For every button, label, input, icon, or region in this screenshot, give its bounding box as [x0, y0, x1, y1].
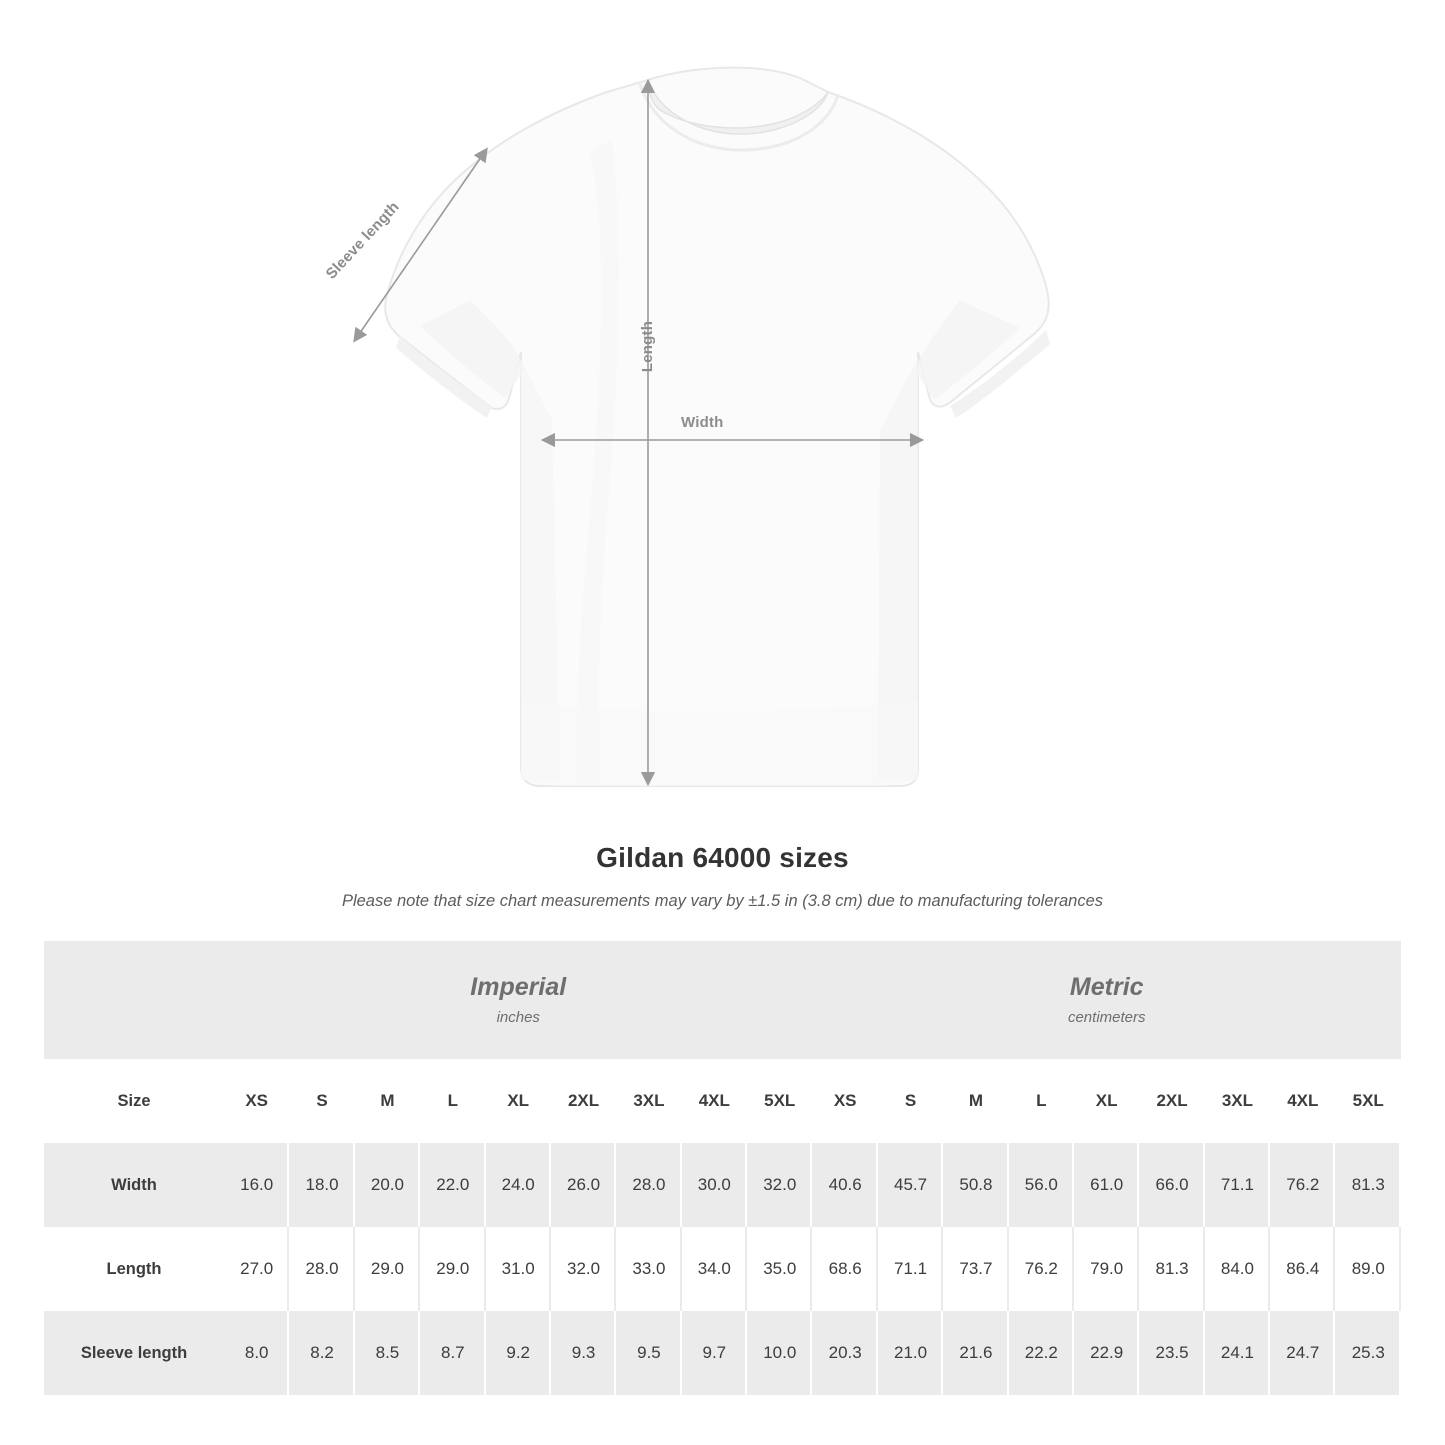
- measurement-cell: 24.7: [1270, 1311, 1335, 1395]
- measurement-cell: 21.6: [943, 1311, 1008, 1395]
- size-column-header: XS: [812, 1059, 877, 1143]
- size-row-label: Size: [44, 1059, 224, 1143]
- size-column-header: XS: [224, 1059, 289, 1143]
- size-column-header: XL: [486, 1059, 551, 1143]
- sleeve-length-label: Sleeve length: [322, 198, 403, 283]
- measurement-cell: 84.0: [1205, 1227, 1270, 1311]
- measurement-cell: 8.5: [355, 1311, 420, 1395]
- measurement-cell: 18.0: [289, 1143, 354, 1227]
- measurement-cell: 10.0: [747, 1311, 812, 1395]
- measurement-cell: 21.0: [878, 1311, 943, 1395]
- measurement-cell: 50.8: [943, 1143, 1008, 1227]
- measurement-cell: 81.3: [1335, 1143, 1401, 1227]
- size-header-row: [44, 1059, 1401, 1143]
- measurement-cell: 9.7: [682, 1311, 747, 1395]
- measurement-cell: 23.5: [1139, 1311, 1204, 1395]
- measurement-cell: 73.7: [943, 1227, 1008, 1311]
- size-column-header: 4XL: [1270, 1059, 1335, 1143]
- size-column-header: 2XL: [1139, 1059, 1204, 1143]
- measurement-cell: 28.0: [289, 1227, 354, 1311]
- unit-header-spacer: [44, 941, 224, 1059]
- size-chart-table-wrapper: [44, 941, 1401, 1395]
- measurement-cell: 20.0: [355, 1143, 420, 1227]
- measurement-row-label: Width: [44, 1143, 224, 1227]
- measurement-cell: 71.1: [1205, 1143, 1270, 1227]
- width-label: Width: [681, 414, 724, 431]
- measurement-cell: 34.0: [682, 1227, 747, 1311]
- measurement-cell: 22.9: [1074, 1311, 1139, 1395]
- measurement-cell: 27.0: [224, 1227, 289, 1311]
- measurement-cell: 26.0: [551, 1143, 616, 1227]
- measurement-cell: 29.0: [355, 1227, 420, 1311]
- unit-group-name: Imperial: [470, 973, 567, 1002]
- measurement-cell: 61.0: [1074, 1143, 1139, 1227]
- size-column-header: 3XL: [1205, 1059, 1270, 1143]
- size-column-header: 5XL: [747, 1059, 812, 1143]
- measurement-cell: 22.2: [1009, 1311, 1074, 1395]
- measurement-cell: 40.6: [812, 1143, 877, 1227]
- size-column-header: 2XL: [551, 1059, 616, 1143]
- measurement-cell: 66.0: [1139, 1143, 1204, 1227]
- table-row: [44, 1311, 1401, 1395]
- table-row: [44, 1143, 1401, 1227]
- unit-group-header-row: [44, 941, 1401, 1059]
- measurement-cell: 9.3: [551, 1311, 616, 1395]
- measurement-cell: 68.6: [812, 1227, 877, 1311]
- size-column-header: L: [420, 1059, 485, 1143]
- measurement-cell: 79.0: [1074, 1227, 1139, 1311]
- title-block: [0, 842, 1445, 911]
- measurement-cell: 30.0: [682, 1143, 747, 1227]
- tolerance-note: Please note that size chart measurements may vary by ±1.5 in (3.8 cm) due to manufacturing tolerances: [341, 892, 1104, 910]
- measurement-cell: 24.0: [486, 1143, 551, 1227]
- measurement-cell: 8.7: [420, 1311, 485, 1395]
- measurement-cell: 45.7: [878, 1143, 943, 1227]
- length-label: Length: [639, 320, 657, 373]
- size-column-header: M: [943, 1059, 1008, 1143]
- measurement-cell: 76.2: [1009, 1227, 1074, 1311]
- measurement-row-label: Sleeve length: [44, 1311, 224, 1395]
- measurement-cell: 32.0: [747, 1143, 812, 1227]
- measurement-cell: 25.3: [1335, 1311, 1401, 1395]
- measurement-cell: 29.0: [420, 1227, 485, 1311]
- unit-group-header-imperial: [224, 941, 812, 1059]
- measurement-cell: 22.0: [420, 1143, 485, 1227]
- measurement-cell: 81.3: [1139, 1227, 1204, 1311]
- table-row: [44, 1227, 1401, 1311]
- measurement-cell: 31.0: [486, 1227, 551, 1311]
- page-title: Gildan 64000 sizes: [596, 842, 849, 873]
- measurement-cell: 76.2: [1270, 1143, 1335, 1227]
- measurement-cell: 24.1: [1205, 1311, 1270, 1395]
- measurement-cell: 20.3: [812, 1311, 877, 1395]
- unit-group-subtitle: inches: [496, 1008, 540, 1026]
- measurement-cell: 8.2: [289, 1311, 354, 1395]
- size-column-header: S: [878, 1059, 943, 1143]
- measurement-cell: 9.5: [616, 1311, 681, 1395]
- size-column-header: 3XL: [616, 1059, 681, 1143]
- measurement-cell: 32.0: [551, 1227, 616, 1311]
- measurement-row-label: Length: [44, 1227, 224, 1311]
- unit-group-name: Metric: [1069, 973, 1144, 1002]
- measurement-cell: 86.4: [1270, 1227, 1335, 1311]
- measurement-cell: 71.1: [878, 1227, 943, 1311]
- measurement-cell: 33.0: [616, 1227, 681, 1311]
- size-column-header: XL: [1074, 1059, 1139, 1143]
- measurement-cell: 35.0: [747, 1227, 812, 1311]
- measurement-cell: 28.0: [616, 1143, 681, 1227]
- size-column-header: L: [1009, 1059, 1074, 1143]
- unit-group-subtitle: centimeters: [1067, 1008, 1146, 1026]
- size-column-header: 5XL: [1335, 1059, 1401, 1143]
- size-chart-table: [44, 941, 1401, 1395]
- measurement-cell: 8.0: [224, 1311, 289, 1395]
- size-column-header: 4XL: [682, 1059, 747, 1143]
- size-column-header: M: [355, 1059, 420, 1143]
- unit-group-header-metric: [812, 941, 1401, 1059]
- measurement-cell: 9.2: [486, 1311, 551, 1395]
- measurement-cell: 56.0: [1009, 1143, 1074, 1227]
- size-column-header: S: [289, 1059, 354, 1143]
- measurement-cell: 89.0: [1335, 1227, 1401, 1311]
- measurement-cell: 16.0: [224, 1143, 289, 1227]
